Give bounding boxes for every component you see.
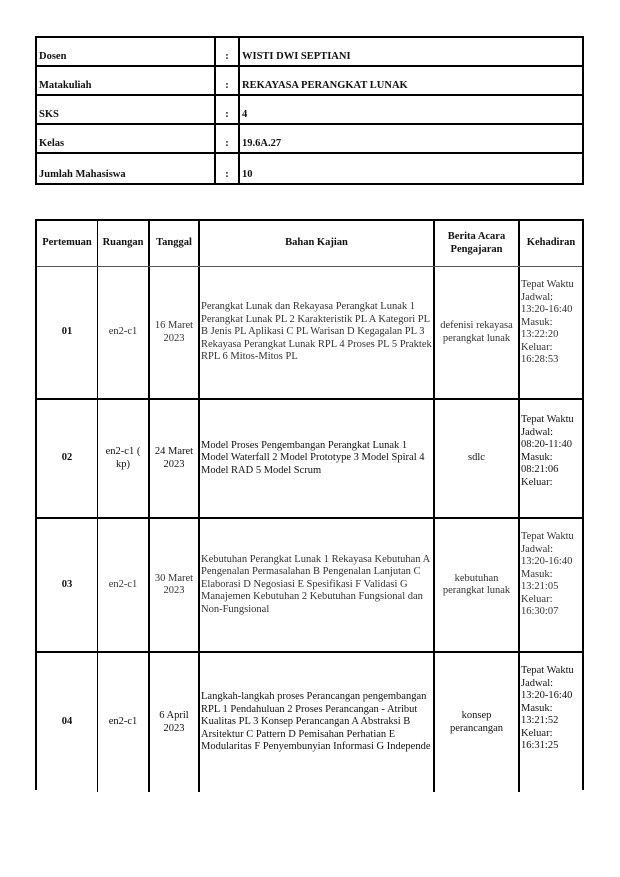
info-value-matakuliah: REKAYASA PERANGKAT LUNAK [242, 80, 408, 91]
cell-pertemuan: 03 [61, 578, 73, 590]
cell-kehadiran: Tepat Waktu Jadwal: 08:20-11:40 Masuk: 08:21:06 Keluar: [521, 414, 574, 488]
cell-kehadiran: Tepat Waktu Jadwal: 13:20-16:40 Masuk: 13:21:52 Keluar: 16:31:25 [521, 665, 574, 751]
col-header-tanggal: Tanggal [156, 237, 192, 249]
cell-berita-acara: konsep perancangan [449, 710, 504, 734]
cell-ruangan: en2-c1 [108, 716, 138, 728]
info-value-kelas: 19.6A.27 [242, 138, 282, 149]
info-row-dosen [37, 38, 582, 67]
info-value-dosen: WISTI DWI SEPTIANI [242, 51, 351, 62]
cell-pertemuan: 04 [61, 716, 73, 728]
cell-berita-acara: kebutuhan perangkat lunak [442, 572, 511, 596]
info-colon: : [216, 125, 240, 152]
col-header-berita-acara: Berita Acara Pengajaran [447, 231, 506, 255]
attendance-table [35, 219, 584, 790]
cell-tanggal: 16 Maret 2023 [154, 320, 194, 344]
info-label: Matakuliah [37, 67, 216, 94]
col-header-ruangan: Ruangan [102, 237, 144, 249]
cell-pertemuan: 02 [61, 452, 73, 464]
cell-tanggal: 6 April 2023 [159, 710, 189, 734]
col-header-bahan-kajian: Bahan Kajian [285, 237, 348, 249]
cell-bahan-kajian: Perangkat Lunak dan Rekayasa Perangkat Lunak 1 Perangkat Lunak PL 2 Karakteristik PL A Kategori PL B Jenis PL Aplikasi C PL Warisan D Kegagalan PL 3 Rekayasa Perangkat Lunak RPL 4 Proses PL 5 Praktek RPL 6 Mitos-Mitos PL [201, 301, 432, 363]
info-row-sks [37, 96, 582, 125]
cell-bahan-kajian: Kebutuhan Perangkat Lunak 1 Rekayasa Kebutuhan A Pengenalan Permasalahan B Pengenalan Lanjutan C Elaborasi D Negosiasi E Spesifikasi F Validasi G Manajemen Kebutuhan 2 Kebutuhan Fungsional dan Non-Fungsional [201, 553, 430, 615]
col-header-kehadiran: Kehadiran [526, 237, 576, 249]
cell-pertemuan: 01 [61, 326, 73, 338]
cell-bahan-kajian: Langkah-langkah proses Perancangan pengembangan RPL 1 Pendahuluan 2 Proses Perancangan - Atribut Kualitas PL 3 Konsep Perancangan A Abstraksi B Arsitektur C Pattern D Pemisahan Perhatian E Modularitas F Penyembunyian Informasi G Independe [201, 691, 431, 753]
cell-kehadiran: Tepat Waktu Jadwal: 13:20-16:40 Masuk: 13:22:20 Keluar: 16:28:53 [521, 279, 574, 365]
cell-berita-acara: sdlc [468, 452, 485, 464]
course-info-table [35, 36, 584, 185]
cell-kehadiran: Tepat Waktu Jadwal: 13:20-16:40 Masuk: 13:21:05 Keluar: 16:30:07 [521, 531, 574, 617]
cell-berita-acara: defenisi rekayasa perangkat lunak [440, 320, 513, 344]
info-label: Jumlah Mahasiswa [37, 154, 216, 183]
cell-ruangan: en2-c1 [108, 578, 138, 590]
col-header-pertemuan: Pertemuan [42, 237, 92, 249]
info-value-sks: 4 [242, 109, 248, 120]
cell-bahan-kajian: Model Proses Pengembangan Perangkat Lunak 1 Model Waterfall 2 Model Prototype 3 Model Spiral 4 Model RAD 5 Model Scrum [201, 439, 425, 476]
cell-tanggal: 24 Maret 2023 [154, 446, 194, 470]
info-value-jumlah-mahasiswa: 10 [242, 169, 253, 180]
info-colon: : [216, 67, 240, 94]
info-row-kelas [37, 125, 582, 154]
cell-ruangan: en2-c1 ( kp) [105, 446, 141, 470]
info-colon: : [216, 96, 240, 123]
cell-ruangan: en2-c1 [108, 326, 138, 338]
info-label: Kelas [37, 125, 216, 152]
info-row-matakuliah [37, 67, 582, 96]
info-colon: : [216, 38, 240, 65]
info-label: Dosen [37, 38, 216, 65]
info-row-jumlah-mahasiswa [37, 154, 582, 183]
info-colon: : [216, 154, 240, 183]
info-label: SKS [37, 96, 216, 123]
cell-tanggal: 30 Maret 2023 [154, 572, 194, 596]
